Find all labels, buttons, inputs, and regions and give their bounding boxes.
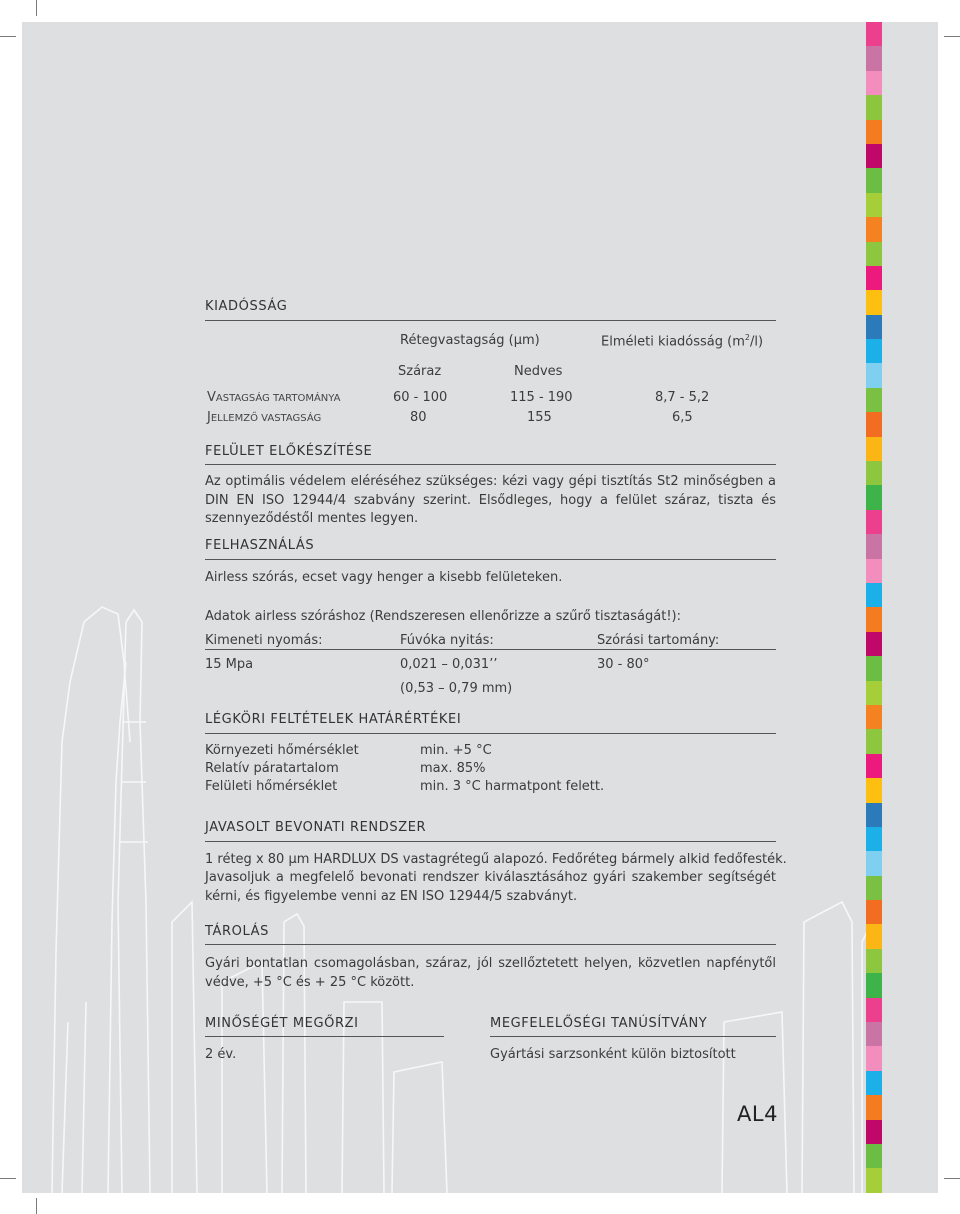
- value-spray-range: 30 - 80°: [597, 657, 650, 672]
- divider: [205, 1036, 444, 1037]
- divider: [205, 841, 776, 842]
- page-code: AL4: [737, 1102, 778, 1126]
- section-title-tarolas: TÁROLÁS: [205, 924, 269, 939]
- row-label-thickness-range: VASTAGSÁG TARTOMÁNYA: [207, 390, 341, 405]
- sub-header-wet: Nedves: [514, 364, 563, 379]
- application-methods: Airless szórás, ecset vagy henger a kisebb felületeken.: [205, 570, 563, 585]
- sub-header-dry: Száraz: [398, 364, 442, 379]
- coating-system-line: 1 réteg x 80 µm HARDLUX DS vastagrétegű alapozó. Fedőréteg bármely alkid fedőfesték.: [205, 852, 787, 867]
- col-header-yield: Elméleti kiadósság $(m^2/l)$: [601, 333, 764, 350]
- section-title-felulet: FELÜLET ELŐKÉSZÍTÉSE: [205, 444, 373, 459]
- airless-note: Adatok airless szóráshoz (Rendszeresen ellenőrizze a szűrő tisztaságát!):: [205, 609, 681, 624]
- divider: [205, 320, 776, 321]
- section-title-minoseg: MINŐSÉGÉT MEGŐRZI: [205, 1016, 359, 1031]
- header-output-pressure: Kimeneti nyomás:: [205, 633, 323, 648]
- value-output-pressure: 15 Mpa: [205, 657, 254, 672]
- certificate-value: Gyártási sarzsonként külön biztosított: [490, 1047, 736, 1062]
- section-title-javasolt: JAVASOLT BEVONATI RENDSZER: [205, 820, 427, 835]
- shelf-life-value: 2 év.: [205, 1047, 237, 1062]
- condition-label: Környezeti hőmérséklet: [205, 743, 359, 758]
- condition-value: min. +5 °C: [420, 743, 492, 758]
- value-dry-range: 60 - 100: [393, 390, 448, 405]
- storage-text: Gyári bontatlan csomagolásban, száraz, jól szellőztetett helyen, közvetlen napfénytől védve, +5 °C és + 25 °C között.: [205, 956, 776, 990]
- section-title-legkori: LÉGKÖRI FELTÉTELEK HATÁRÉRTÉKEI: [205, 712, 462, 727]
- value-wet-range: 115 - 190: [510, 390, 573, 405]
- value-wet-typical: 155: [527, 410, 552, 425]
- condition-label: Relatív páratartalom: [205, 761, 339, 776]
- value-yield-typical: 6,5: [672, 410, 693, 425]
- divider: [490, 1036, 776, 1037]
- divider: [205, 559, 776, 560]
- value-dry-typical: 80: [410, 410, 427, 425]
- condition-value: max. 85%: [420, 761, 486, 776]
- section-title-kiadossag: KIADÓSSÁG: [205, 299, 288, 314]
- divider: [205, 733, 776, 734]
- value-nozzle-opening: 0,021 – 0,031’’: [400, 657, 498, 672]
- divider: [205, 944, 776, 945]
- value-nozzle-opening-mm: (0,53 – 0,79 mm): [400, 681, 513, 696]
- header-nozzle-opening: Fúvóka nyitás:: [400, 633, 494, 648]
- condition-value: min. 3 °C harmatpont felett.: [420, 779, 605, 794]
- row-label-typical-thickness: JELLEMZŐ VASTAGSÁG: [207, 410, 322, 425]
- header-spray-range: Szórási tartomány:: [597, 633, 720, 648]
- condition-label: Felületi hőmérséklet: [205, 779, 338, 794]
- col-header-thickness: Rétegvastagság (µm): [400, 333, 540, 348]
- value-yield-range: 8,7 - 5,2: [655, 390, 710, 405]
- divider: [205, 649, 776, 650]
- coating-system-text: Javasoljuk a megfelelő bevonati rendszer kiválasztásához gyári szakember segítségét kérni, és figyelembe venni az EN ISO 12944/5 szabványt.: [205, 870, 776, 904]
- section-title-felhasznalas: FELHASZNÁLÁS: [205, 538, 315, 553]
- section-title-tanusitvany: MEGFELELŐSÉGI TANÚSÍTVÁNY: [490, 1016, 708, 1031]
- surface-prep-text: Az optimális védelem eléréséhez szükséges: kézi vagy gépi tisztítás St2 minőségben a DIN EN ISO 12944/4 szabvány szerint. Elsődleges, hogy a felület száraz, tiszta és szennyeződéstől mentes legyen.: [205, 474, 776, 526]
- divider: [205, 464, 776, 465]
